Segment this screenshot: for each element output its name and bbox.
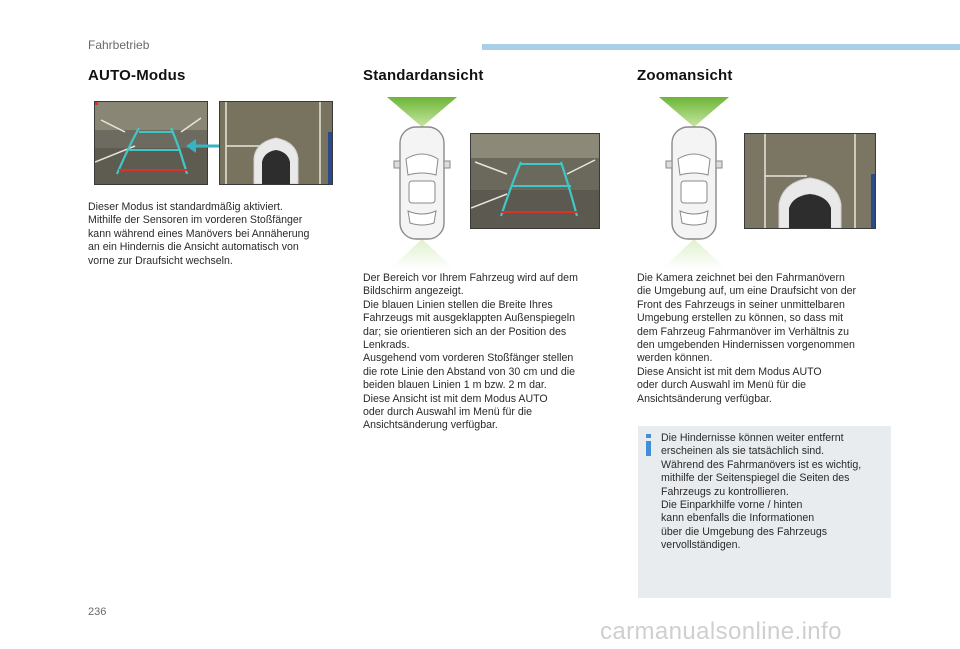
auto-top-view-image xyxy=(219,101,333,185)
zoom-car-diagram xyxy=(654,97,734,269)
standard-camera-image xyxy=(470,133,600,229)
zoom-view-description: Die Kamera zeichnet bei den Fahrmanövern die Umgebung auf, um eine Draufsicht von der Front des Fahrzeugs in seiner unmittelbaren Umgebung erstellen zu können, so dass mit dem Fahrzeug Fahrmanöver im Verhältnis zu den umgebenden Hindernissen vorgenommen werden können. Diese Ansicht ist mit dem Modus AUTO oder durch Auswahl im Menü für die Ansichtsänderung verfügbar. xyxy=(637,272,857,405)
auto-mode-description: Dieser Modus ist standardmäßig aktiviert. Mithilfe der Sensoren im vorderen Stoßfänger kann während eines Manövers bei Annäherung an ein Hindernis die Ansicht automatisch von vorne zur Draufsicht wechseln. xyxy=(88,201,310,267)
standard-view-description: Der Bereich vor Ihrem Fahrzeug wird auf dem Bildschirm angezeigt. Die blauen Linien stellen die Breite Ihres Fahrzeugs mit ausgeklappten Außenspiegeln dar; sie orientieren sich an der Position des Lenkrads. Ausgehend vom vorderen Stoßfänger stellen die rote Linie den Abstand von 30 cm und die beiden blauen Linien 1 m bzw. 2 m dar. Diese Ansicht ist mit dem Modus AUTO oder durch Auswahl im Menü für die Ansichtsänderung verfügbar. xyxy=(363,272,578,432)
zoom-view-title: Zoomansicht xyxy=(637,67,733,84)
info-note-box xyxy=(638,426,891,598)
header-accent-bar xyxy=(482,44,960,50)
auto-mode-title: AUTO-Modus xyxy=(88,67,186,84)
info-note-text: Die Hindernisse können weiter entfernt erscheinen als sie tatsächlich sind. Während des Fahrmanövers ist es wichtig, mithilfe der Seitenspiegel die Seiten des Fahrzeugs zu kontrollieren. Die Einparkhilfe vorne / hinten kann ebenfalls die Informationen über die Umgebung des Fahrzeugs vervollständigen. xyxy=(661,432,862,552)
zoom-camera-image xyxy=(744,133,876,229)
standard-view-title: Standardansicht xyxy=(363,67,484,84)
watermark: carmanualsonline.info xyxy=(600,618,842,645)
info-icon xyxy=(645,434,653,456)
page-number: 236 xyxy=(88,606,107,618)
standard-car-diagram xyxy=(382,97,462,269)
chapter-label: Fahrbetrieb xyxy=(88,38,150,52)
